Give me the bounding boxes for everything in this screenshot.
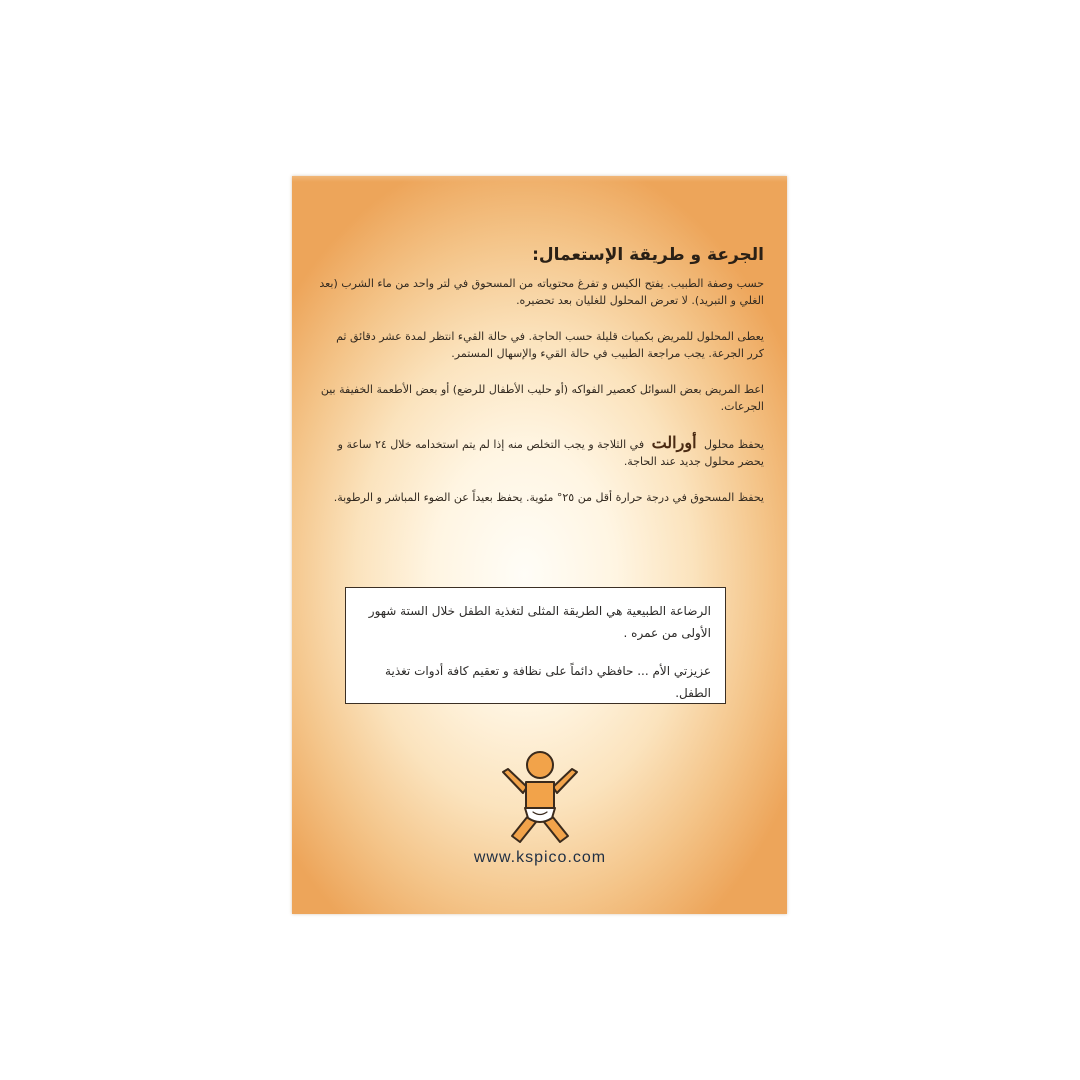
notice-line-hygiene: عزيزتي الأم ... حافظي دائماً على نظافة و تعقيم كافة أدوات تغذية الطفل. [385,664,711,700]
dosage-heading: الجرعة و طريقة الإستعمال: [532,245,764,265]
dosage-instructions [318,275,764,506]
baby-figure [503,752,577,842]
instruction-paragraph: اعط المريض بعض السوائل كعصير الفواكه (أو حليب الأطفال للرضع) أو بعض الأطعمة الخفيفة بين الجرعات. [320,383,764,413]
website-url: www.kspico.com [473,849,607,866]
breastfeeding-notice [345,587,726,704]
baby-logo-icon [500,748,580,846]
storage-text-start: يحفظ محلول [704,438,764,451]
storage-paragraph [318,434,764,470]
notice-line-breastfeeding: الرضاعة الطبيعية هي الطريقة المثلى لتغذية الطفل خلال الستة شهور الأولى من عمره . [368,604,711,640]
temperature-paragraph: يحفظ المسحوق في درجة حرارة أقل من ٢٥° مئوية. يحفظ بعيداً عن الضوء المباشر و الرطوبة. [333,491,764,504]
storage-text-end: في الثلاجة و يجب التخلص منه إذا لم يتم استخدامه خلال ٢٤ ساعة و يحضر محلول جديد عند الحاجة. [337,438,764,468]
instruction-paragraph: حسب وصفة الطبيب. يفتح الكيس و تفرغ محتوياته من المسحوق في لتر واحد من ماء الشرب (بعد الغلي و التبريد). لا تعرض المحلول للغليان بعد تحضيره. [319,277,764,307]
brand-name: أورالت [651,433,697,452]
instruction-paragraph: يعطى المحلول للمريض بكميات قليلة حسب الحاجة. في حالة القيء انتظر لمدة عشر دقائق ثم كرر الجرعة. يجب مراجعة الطبيب في حالة القيء والإسهال المستمر. [336,330,764,360]
